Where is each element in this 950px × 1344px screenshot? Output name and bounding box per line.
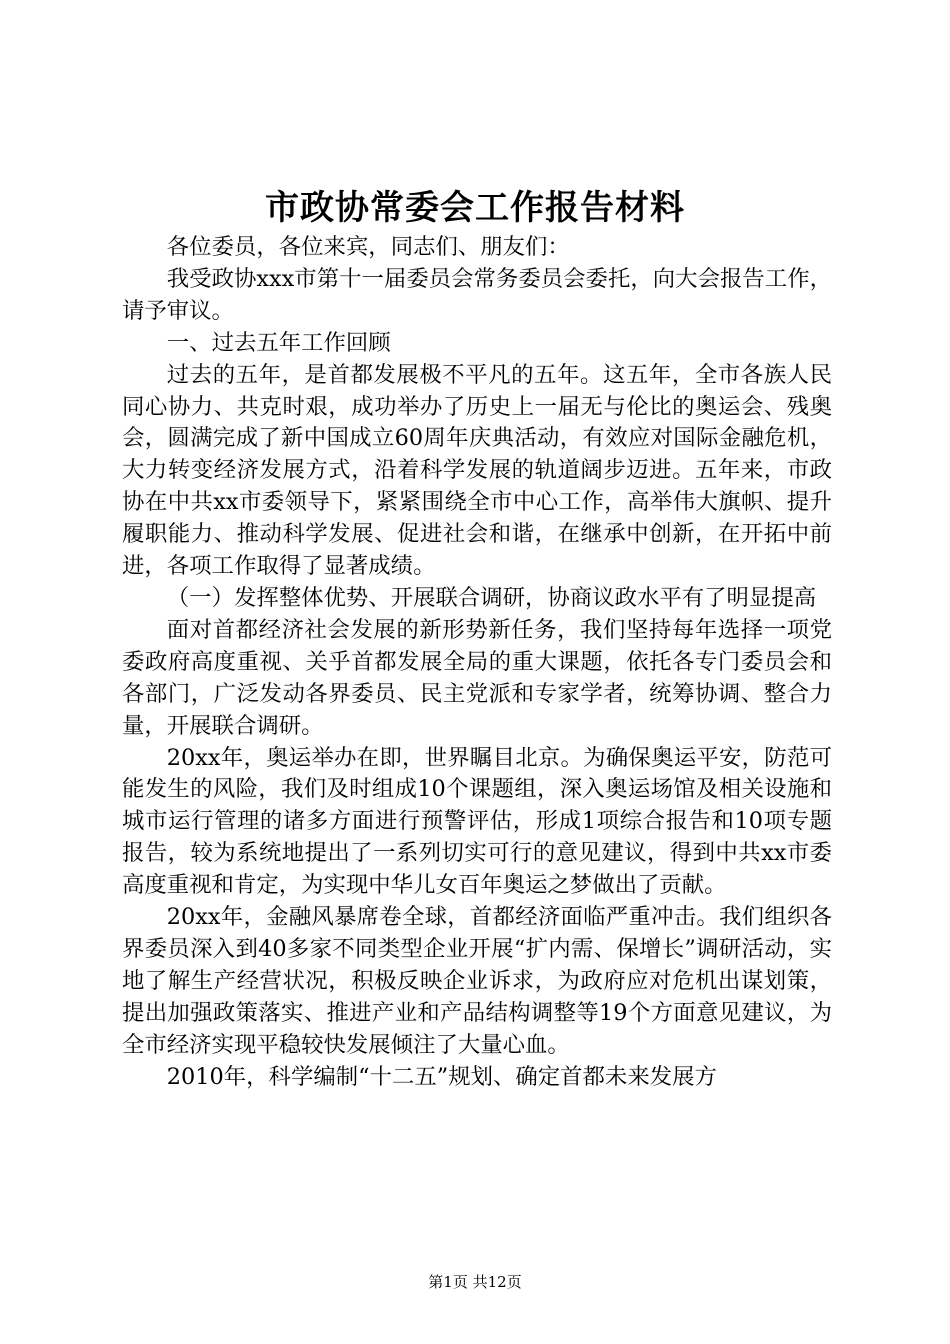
section-heading-1: 一、过去五年工作回顾 bbox=[166, 329, 391, 356]
paragraph-financial-crisis: 20xx年，金融风暴席卷全球，首都经济面临严重冲击。我们组织各界委员深入到40多家不同类型企业开展“扩内需、保增长”调研活动，实地了解生产经营状况，积极反映企业诉求，为政府应对危机出谋划策，提出加强政策落实、推进产业和产品结构调整等19个方面意见建议，为全市经济实现平稳较快发展倾注了大量心血。 bbox=[122, 904, 832, 1058]
paragraph-salutation: 各位委员，各位来宾，同志们、朋友们： bbox=[166, 234, 570, 260]
document-title: 市政协常委会工作报告材料 bbox=[265, 188, 685, 228]
paragraph-intro: 我受政协xxx市第十一届委员会常务委员会委托，向大会报告工作，请予审议。 bbox=[122, 265, 832, 324]
paragraph-olympics: 20xx年，奥运举办在即，世界瞩目北京。为确保奥运平安，防范可能发生的风险，我们及时组成10个课题组，深入奥运场馆及相关设施和城市运行管理的诸多方面进行预警评估，形成1项综合报告和10项专题报告，较为系统地提出了一系列切实可行的意见建议，得到中共xx市委高度重视和肯定，为实现中华儿女百年奥运之梦做出了贡献。 bbox=[122, 744, 832, 899]
subsection-heading-1: （一）发挥整体优势、开展联合调研，协商议政水平有了明显提高 bbox=[166, 584, 817, 611]
paragraph-2010-planning: 2010年，科学编制“十二五”规划、确定首都未来发展方 bbox=[166, 1063, 717, 1090]
paragraph-review: 过去的五年，是首都发展极不平凡的五年。这五年，全市各族人民同心协力、共克时艰，成功举办了历史上一届无与伦比的奥运会、残奥会，圆满完成了新中国成立60周年庆典活动，有效应对国际金融危机，大力转变经济发展方式，沿着科学发展的轨道阔步迈进。五年来，市政协在中共xx市委领导下，紧紧围绕全市中心工作，高举伟大旗帜、提升履职能力、推动科学发展、促进社会和谐，在继承中创新，在开拓中前进，各项工作取得了显著成绩。 bbox=[122, 361, 832, 580]
document-body bbox=[122, 232, 832, 1093]
paragraph-joint-research: 面对首都经济社会发展的新形势新任务，我们坚持每年选择一项党委政府高度重视、关乎首都发展全局的重大课题，依托各专门委员会和各部门，广泛发动各界委员、民主党派和专家学者，统筹协调、整合力量，开展联合调研。 bbox=[122, 616, 832, 739]
page-number-footer: 第1页 共12页 bbox=[428, 1273, 522, 1291]
